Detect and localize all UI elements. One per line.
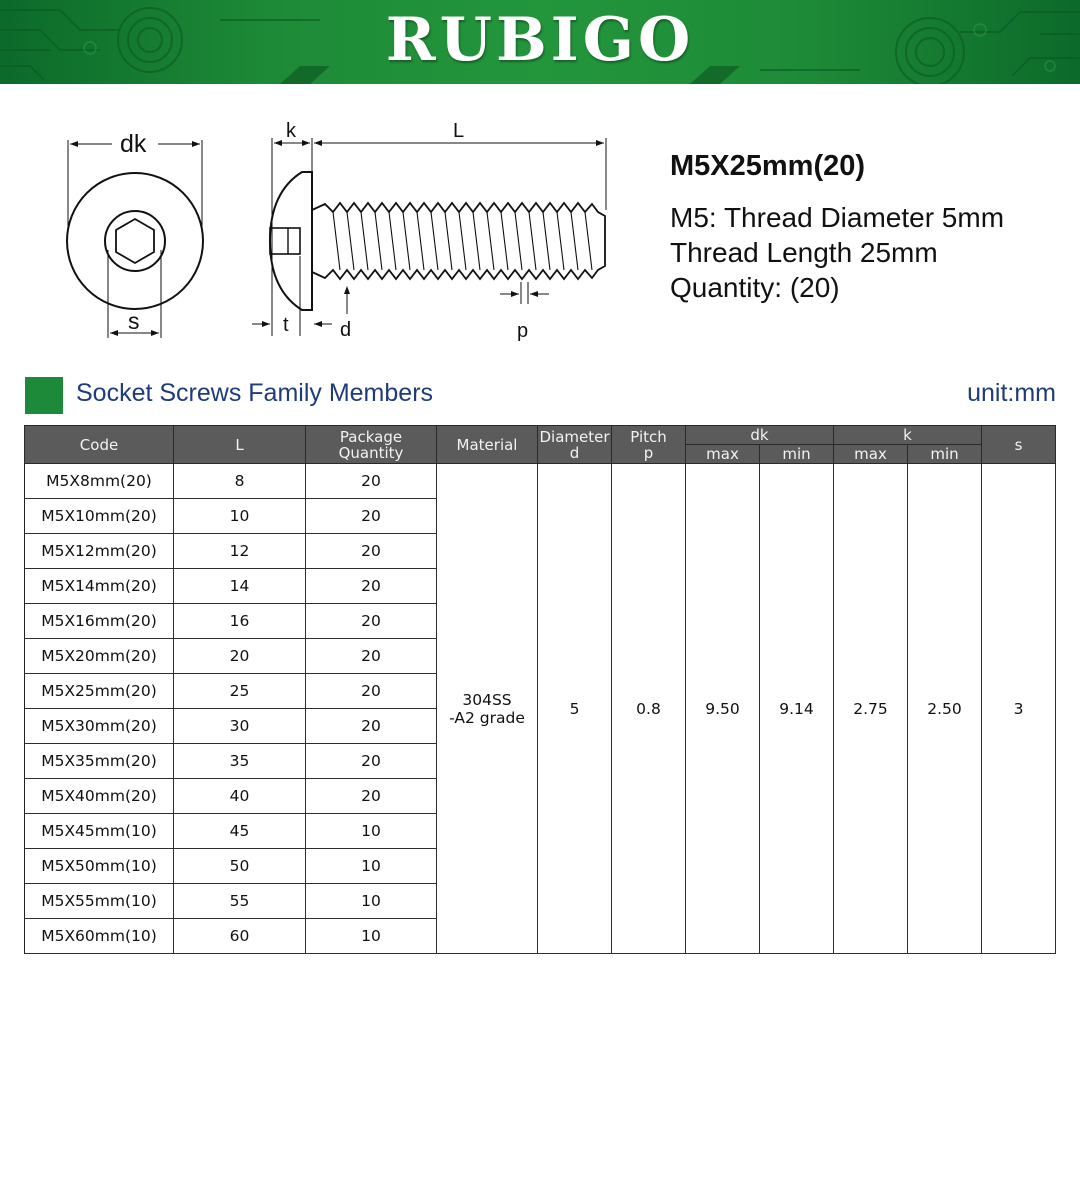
cell-package-qty: 20 [306, 744, 437, 779]
header-k-min: min [908, 445, 982, 464]
cell-length: 8 [174, 464, 306, 499]
cell-dk-min: 9.14 [760, 464, 834, 954]
cell-code: M5X20mm(20) [25, 639, 174, 674]
cell-k-max: 2.75 [834, 464, 908, 954]
cell-length: 30 [174, 709, 306, 744]
header-pitch-line1: Pitch [630, 427, 667, 446]
brand-logo: RUBIGO [385, 5, 695, 75]
cell-diameter: 5 [538, 464, 612, 954]
brand-banner [0, 0, 1080, 84]
table-body [25, 464, 1056, 954]
header-package-line2: Quantity [338, 443, 404, 462]
cell-package-qty: 20 [306, 604, 437, 639]
cell-package-qty: 10 [306, 814, 437, 849]
cell-code: M5X60mm(10) [25, 919, 174, 954]
screw-dimension-drawing [0, 100, 640, 350]
cell-package-qty: 10 [306, 919, 437, 954]
cell-package-qty: 20 [306, 674, 437, 709]
cell-code: M5X30mm(20) [25, 709, 174, 744]
cell-code: M5X10mm(20) [25, 499, 174, 534]
material-line1: 304SS [462, 690, 512, 709]
cell-package-qty: 20 [306, 499, 437, 534]
cell-length: 14 [174, 569, 306, 604]
header-code: Code [25, 426, 174, 464]
cell-package-qty: 20 [306, 709, 437, 744]
dim-label-t: t [283, 314, 289, 336]
cell-code: M5X14mm(20) [25, 569, 174, 604]
cell-package-qty: 20 [306, 639, 437, 674]
dim-label-L: L [453, 120, 465, 142]
table-row [25, 464, 1056, 499]
header-k-max: max [834, 445, 908, 464]
cell-length: 25 [174, 674, 306, 709]
cell-code: M5X55mm(10) [25, 884, 174, 919]
cell-code: M5X45mm(10) [25, 814, 174, 849]
cell-code: M5X35mm(20) [25, 744, 174, 779]
product-code: M5X25mm(20) [670, 150, 866, 182]
dim-label-k: k [286, 120, 296, 142]
header-dk-min: min [760, 445, 834, 464]
cell-package-qty: 20 [306, 779, 437, 814]
dim-label-dk: dk [120, 130, 147, 158]
dim-label-p: p [517, 320, 529, 342]
cell-code: M5X12mm(20) [25, 534, 174, 569]
cell-length: 45 [174, 814, 306, 849]
cell-package-qty: 10 [306, 884, 437, 919]
screw-head-top-view [67, 173, 203, 309]
header-dk-max: max [686, 445, 760, 464]
header-dk: dk [686, 426, 834, 445]
size-table [24, 425, 1056, 954]
cell-code: M5X50mm(10) [25, 849, 174, 884]
header-diameter-line2: d [569, 443, 580, 462]
section-marker [25, 377, 63, 414]
unit-label: unit:mm [967, 379, 1056, 407]
cell-length: 35 [174, 744, 306, 779]
cell-k-min: 2.50 [908, 464, 982, 954]
cell-code: M5X40mm(20) [25, 779, 174, 814]
cell-package-qty: 10 [306, 849, 437, 884]
cell-pitch: 0.8 [612, 464, 686, 954]
cell-package-qty: 20 [306, 464, 437, 499]
cell-length: 12 [174, 534, 306, 569]
header-diameter [538, 426, 612, 464]
header-pitch-line2: p [643, 443, 654, 462]
header-diameter-line1: Diameter [539, 427, 610, 446]
spec-quantity: Quantity: (20) [670, 272, 840, 303]
cell-length: 16 [174, 604, 306, 639]
cell-code: M5X16mm(20) [25, 604, 174, 639]
dim-label-d: d [340, 319, 352, 341]
header-s: s [982, 426, 1056, 464]
cell-length: 60 [174, 919, 306, 954]
cell-length: 55 [174, 884, 306, 919]
header-length: L [174, 426, 306, 464]
material-line2: -A2 grade [449, 708, 525, 727]
cell-length: 50 [174, 849, 306, 884]
screw-head-side-view [270, 172, 312, 310]
cell-code: M5X25mm(20) [25, 674, 174, 709]
cell-package-qty: 20 [306, 534, 437, 569]
cell-dk-max: 9.50 [686, 464, 760, 954]
product-spec [670, 146, 1070, 305]
header-k: k [834, 426, 982, 445]
spec-thread-diameter: M5: Thread Diameter 5mm [670, 202, 1005, 233]
cell-length: 10 [174, 499, 306, 534]
header-package-line1: Package [339, 427, 403, 446]
section-title: Socket Screws Family Members [76, 379, 434, 407]
header-pitch [612, 426, 686, 464]
header-material: Material [437, 426, 538, 464]
dim-label-s: s [128, 308, 140, 334]
spec-thread-length: Thread Length 25mm [670, 237, 938, 268]
header-package-quantity [306, 426, 437, 464]
cell-material [437, 464, 538, 954]
cell-package-qty: 20 [306, 569, 437, 604]
cell-length: 40 [174, 779, 306, 814]
cell-s: 3 [982, 464, 1056, 954]
cell-length: 20 [174, 639, 306, 674]
cell-code: M5X8mm(20) [25, 464, 174, 499]
